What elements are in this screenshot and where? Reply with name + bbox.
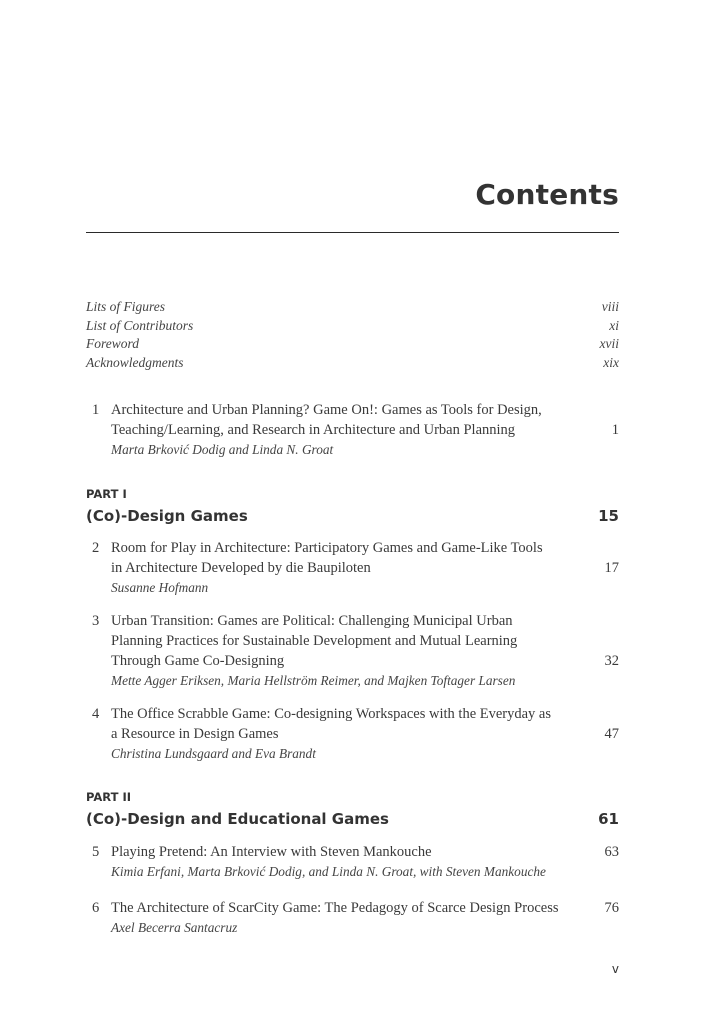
- chapter-authors: Susanne Hofmann: [111, 580, 209, 595]
- chapter-entry: [86, 611, 619, 691]
- front-matter-label: Foreword: [86, 336, 139, 352]
- chapter-entry: [86, 842, 619, 882]
- front-matter-page: xi: [609, 317, 619, 333]
- chapter-title-line: Planning Practices for Sustainable Development and Mutual Learning: [111, 633, 518, 649]
- chapter-title-line: in Architecture Developed by die Baupiloten: [111, 560, 371, 576]
- chapter-authors: Marta Brković Dodig and Linda N. Groat: [111, 442, 334, 457]
- chapter-title-line: Playing Pretend: An Interview with Steven Mankouche: [111, 844, 432, 860]
- part-label: PART I: [86, 487, 127, 501]
- front-matter-label: List of Contributors: [86, 317, 194, 333]
- chapter-title-line: Room for Play in Architecture: Participatory Games and Game-Like Tools: [111, 540, 543, 556]
- chapter-authors: Kimia Erfani, Marta Brković Dodig, and Linda N. Groat, with Steven Mankouche: [111, 864, 546, 879]
- chapter-number: 1: [92, 402, 100, 418]
- front-matter-page: xix: [603, 355, 619, 371]
- chapter-entry: [86, 704, 619, 764]
- chapter-title-line: Architecture and Urban Planning? Game On!: Games as Tools for Design,: [111, 402, 542, 418]
- chapter-number: 5: [92, 844, 100, 860]
- chapter-number: 3: [92, 613, 100, 629]
- chapter-title-line: The Office Scrabble Game: Co-designing Workspaces with the Everyday as: [111, 706, 552, 722]
- part-title: (Co)-Design and Educational Games: [86, 810, 389, 828]
- part-page: 61: [598, 810, 619, 828]
- chapter-title-line: a Resource in Design Games: [111, 726, 279, 742]
- front-matter-item: [86, 298, 619, 317]
- chapter-page: 17: [604, 560, 619, 576]
- chapter-page: 47: [604, 726, 619, 742]
- part-label: PART II: [86, 790, 132, 804]
- chapter-title-line: Teaching/Learning, and Research in Architecture and Urban Planning: [111, 422, 516, 438]
- chapter-title-line: Through Game Co-Designing: [111, 653, 285, 669]
- chapter-authors: Christina Lundsgaard and Eva Brandt: [111, 746, 316, 761]
- chapter-number: 6: [92, 900, 100, 916]
- part-heading: [86, 789, 619, 830]
- chapter-page: 76: [604, 900, 619, 916]
- chapter-page: 1: [611, 422, 619, 438]
- part-heading: [86, 486, 619, 527]
- front-matter-list: [86, 298, 619, 373]
- chapter-number: 4: [92, 706, 100, 722]
- chapter-authors: Axel Becerra Santacruz: [111, 920, 238, 935]
- chapter-authors: Mette Agger Eriksen, Maria Hellström Reimer, and Majken Toftager Larsen: [111, 673, 516, 688]
- title-rule: [86, 232, 619, 233]
- front-matter-item: [86, 317, 619, 336]
- page-number: v: [611, 962, 619, 976]
- chapter-entry: [86, 538, 619, 598]
- chapter-number: 2: [92, 540, 100, 556]
- chapter-page: 32: [604, 653, 619, 669]
- front-matter-label: Lits of Figures: [86, 299, 166, 314]
- part-page: 15: [598, 507, 619, 525]
- part-title: (Co)-Design Games: [86, 507, 248, 525]
- front-matter-item: [86, 354, 619, 373]
- page-title: Contents: [475, 178, 619, 211]
- chapter-title-line: The Architecture of ScarCity Game: The Pedagogy of Scarce Design Process: [111, 900, 559, 916]
- chapter-entry: [86, 898, 619, 938]
- front-matter-page: viii: [601, 299, 619, 314]
- front-matter-page: xvii: [599, 336, 619, 352]
- chapter-title-line: Urban Transition: Games are Political: Challenging Municipal Urban: [111, 613, 513, 629]
- chapter-page: 63: [604, 844, 619, 860]
- chapter-entry: [86, 400, 619, 460]
- front-matter-label: Acknowledgments: [86, 355, 184, 371]
- front-matter-item: [86, 335, 619, 354]
